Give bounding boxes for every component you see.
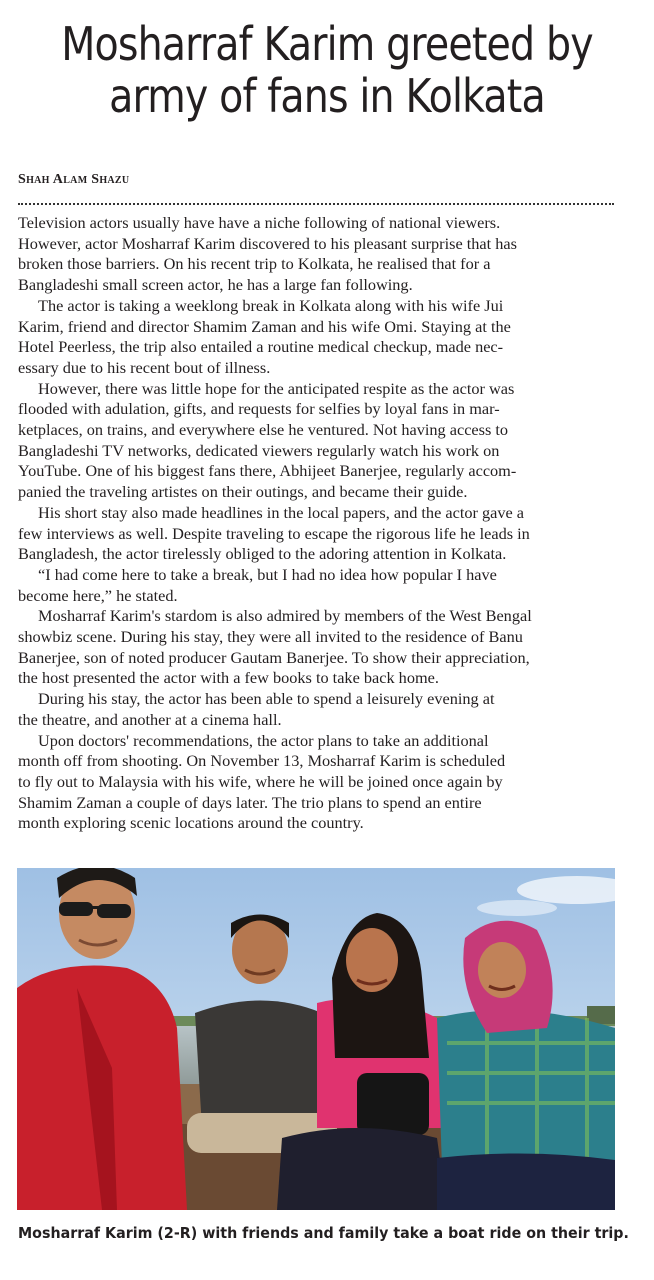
- article-line: showbiz scene. During his stay, they were all invited to the residence of Banu: [18, 627, 523, 647]
- article-line: month exploring scenic locations around the country.: [18, 813, 364, 833]
- headline-line-2: army of fans in Kolkata: [109, 69, 545, 123]
- article-line: essary due to his recent bout of illness.: [18, 357, 271, 377]
- article-line: Bangladeshi TV networks, dedicated viewers regularly watch his work on: [18, 440, 500, 460]
- article-line: Upon doctors' recommendations, the actor plans to take an additional: [38, 730, 489, 750]
- article-body: [18, 213, 615, 834]
- article-line: few interviews as well. Despite traveling to escape the rigorous life he leads in: [18, 523, 530, 543]
- article-line: become here,” he stated.: [18, 585, 178, 605]
- article-line: However, actor Mosharraf Karim discovered to his pleasant surprise that has: [18, 233, 517, 253]
- article-line: the theatre, and another at a cinema hall.: [18, 709, 282, 729]
- distant-trees: [587, 1006, 615, 1024]
- article-line: Television actors usually have have a niche following of national viewers.: [18, 213, 501, 232]
- photo-caption: Mosharraf Karim (2-R) with friends and family take a boat ride on their trip.: [18, 1224, 629, 1242]
- article-line: broken those barriers. On his recent trip to Kolkata, he realised that for a: [18, 254, 491, 274]
- article-line: The actor is taking a weeklong break in Kolkata along with his wife Jui: [38, 295, 504, 315]
- dotted-divider: [18, 203, 614, 205]
- article-line: His short stay also made headlines in the local papers, and the actor gave a: [38, 502, 525, 522]
- article-line: panied the traveling artistes on their outings, and became their guide.: [18, 482, 468, 502]
- article-line: YouTube. One of his biggest fans there, Abhijeet Banerjee, regularly accom-: [18, 461, 517, 481]
- headline-line-1: Mosharraf Karim greeted by: [61, 17, 593, 71]
- article-photo: [17, 868, 615, 1210]
- article-line: Mosharraf Karim's stardom is also admired by members of the West Bengal: [38, 606, 532, 626]
- headline: [54, 18, 599, 122]
- article-line: Hotel Peerless, the trip also entailed a routine medical checkup, made nec-: [18, 337, 504, 357]
- article-line: Shamim Zaman a couple of days later. The trio plans to spend an entire: [18, 792, 482, 812]
- article-line: ketplaces, on trains, and everywhere else he ventured. Not having access to: [18, 420, 509, 440]
- article-line: During his stay, the actor has been able to spend a leisurely evening at: [38, 689, 495, 709]
- article-line: Banerjee, son of noted producer Gautam Banerjee. To show their appreciation,: [18, 647, 530, 667]
- article-line: Karim, friend and director Shamim Zaman and his wife Omi. Staying at the: [18, 316, 511, 336]
- article-line: the host presented the actor with a few books to take back home.: [18, 668, 439, 688]
- cloud: [477, 900, 557, 916]
- article-line: Bangladeshi small screen actor, he has a large fan following.: [18, 275, 413, 295]
- article-line: month off from shooting. On November 13, Mosharraf Karim is scheduled: [18, 751, 506, 771]
- article-line: flooded with adulation, gifts, and requests for selfies by loyal fans in mar-: [18, 399, 500, 419]
- boat-ride-photo-illustration: [17, 868, 615, 1210]
- byline: Shah Alam Shazu: [18, 172, 130, 187]
- article-line: “I had come here to take a break, but I had no idea how popular I have: [38, 564, 497, 584]
- article-line: Bangladesh, the actor tirelessly obliged to the adoring attention in Kolkata.: [18, 544, 507, 564]
- article-line: However, there was little hope for the anticipated respite as the actor was: [38, 378, 515, 398]
- article-line: to fly out to Malaysia with his wife, where he will be joined once again by: [18, 771, 503, 791]
